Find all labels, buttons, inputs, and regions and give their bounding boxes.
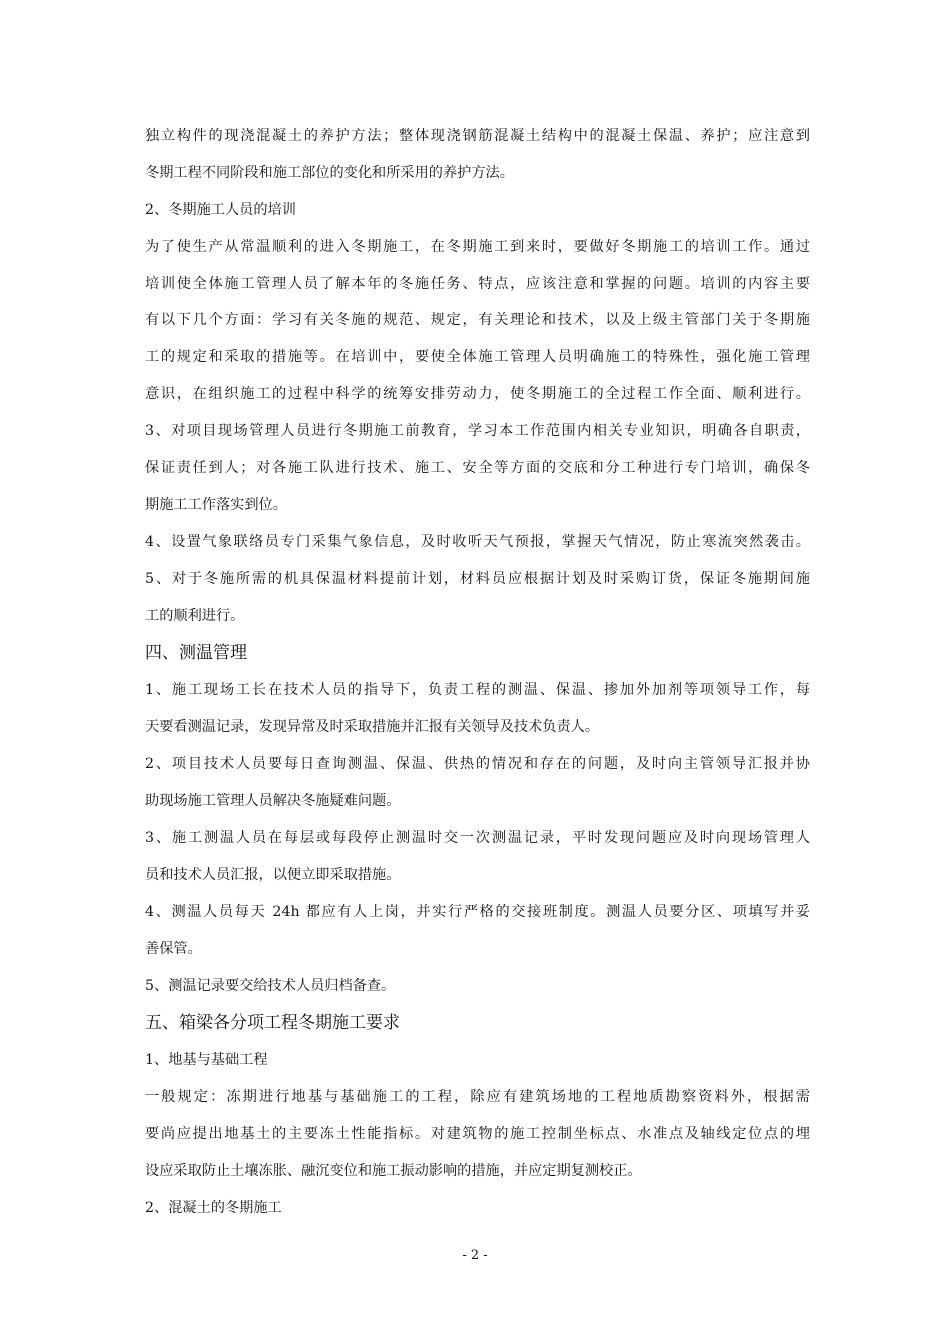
text-line: 3、施工测温人员在每层或每段停止测温时交一次测温记录，平时发现问题应及时向现场管理人 xyxy=(145,830,810,847)
text-line: 助现场施工管理人员解决冬施疑难问题。 xyxy=(145,793,401,810)
text-line: 期施工工作落实到位。 xyxy=(145,496,287,513)
subheading: 2、混凝土的冬期施工 xyxy=(145,1200,282,1217)
text-line: 独立构件的现浇混凝土的养护方法；整体现浇钢筋混凝土结构中的混凝土保温、养护；应注意到 xyxy=(145,128,810,144)
text-line: 冬期工程不同阶段和施工部位的变化和所采用的养护方法。 xyxy=(145,164,514,181)
document-body xyxy=(145,118,810,1227)
text-line: 一般规定：冻期进行地基与基础施工的工程，除应有建筑场地的工程地质勘察资料外，根据需 xyxy=(145,1089,810,1106)
text-line: 工的规定和采取的措施等。在培训中，要使全体施工管理人员明确施工的特殊性，强化施工管理 xyxy=(145,349,810,366)
section-heading: 四、测温管理 xyxy=(145,643,247,664)
section-heading: 五、箱梁各分项工程冬期施工要求 xyxy=(145,1013,400,1034)
text-line: 工的顺利进行。 xyxy=(145,607,245,624)
subheading: 2、冬期施工人员的培训 xyxy=(145,201,296,218)
text-line: 保证责任到人；对各施工队进行技术、施工、安全等方面的交底和分工种进行专门培训，确保冬 xyxy=(145,460,810,477)
text-line: 员和技术人员汇报，以便立即采取措施。 xyxy=(145,866,401,883)
text-line: 善保管。 xyxy=(145,940,202,957)
text-line: 5、对于冬施所需的机具保温材料提前计划，材料员应根据计划及时采购订货，保证冬施期间施 xyxy=(145,570,810,587)
text-line: 意识，在组织施工的过程中科学的统筹安排劳动力，使冬期施工的全过程工作全面、顺利进行。 xyxy=(145,386,810,403)
text-line: 3、对项目现场管理人员进行冬期施工前教育，学习本工作范围内相关专业知识，明确各自职责， xyxy=(145,423,810,440)
page-number: - 2 - xyxy=(462,1248,488,1263)
text-line: 4、设置气象联络员专门采集气象信息，及时收听天气预报，掌握天气情况，防止寒流突然袭击。 xyxy=(145,533,810,550)
text-line: 要尚应提出地基土的主要冻土性能指标。对建筑物的施工控制坐标点、水准点及轴线定位点的埋 xyxy=(145,1126,810,1143)
text-line: 培训使全体施工管理人员了解本年的冬施任务、特点，应该注意和掌握的问题。培训的内容主要 xyxy=(145,275,810,292)
text-line: 有以下几个方面：学习有关冬施的规范、规定，有关理论和技术，以及上级主管部门关于冬期施 xyxy=(145,312,810,329)
text-line: 1、施工现场工长在技术人员的指导下，负责工程的测温、保温、掺加外加剂等项领导工作，每 xyxy=(145,682,810,699)
text-line: 为了使生产从常温顺利的进入冬期施工，在冬期施工到来时，要做好冬期施工的培训工作。通过 xyxy=(145,238,810,255)
text-line: 5、测温记录要交给技术人员归档备查。 xyxy=(145,977,396,994)
text-line: 天要看测温记录，发现异常及时采取措施并汇报有关领导及技术负责人。 xyxy=(145,719,600,736)
text-line: 2、项目技术人员要每日查询测温、保温、供热的情况和存在的问题，及时向主管领导汇报并协 xyxy=(145,756,810,773)
subheading: 1、地基与基础工程 xyxy=(145,1052,268,1069)
text-line: 设应采取防止土壤冻胀、融沉变位和施工振动影响的措施，并应定期复测校正。 xyxy=(145,1163,642,1180)
text-line: 4、测温人员每天 24h 都应有人上岗，并实行严格的交接班制度。测温人员要分区、项填写并妥 xyxy=(145,903,810,920)
